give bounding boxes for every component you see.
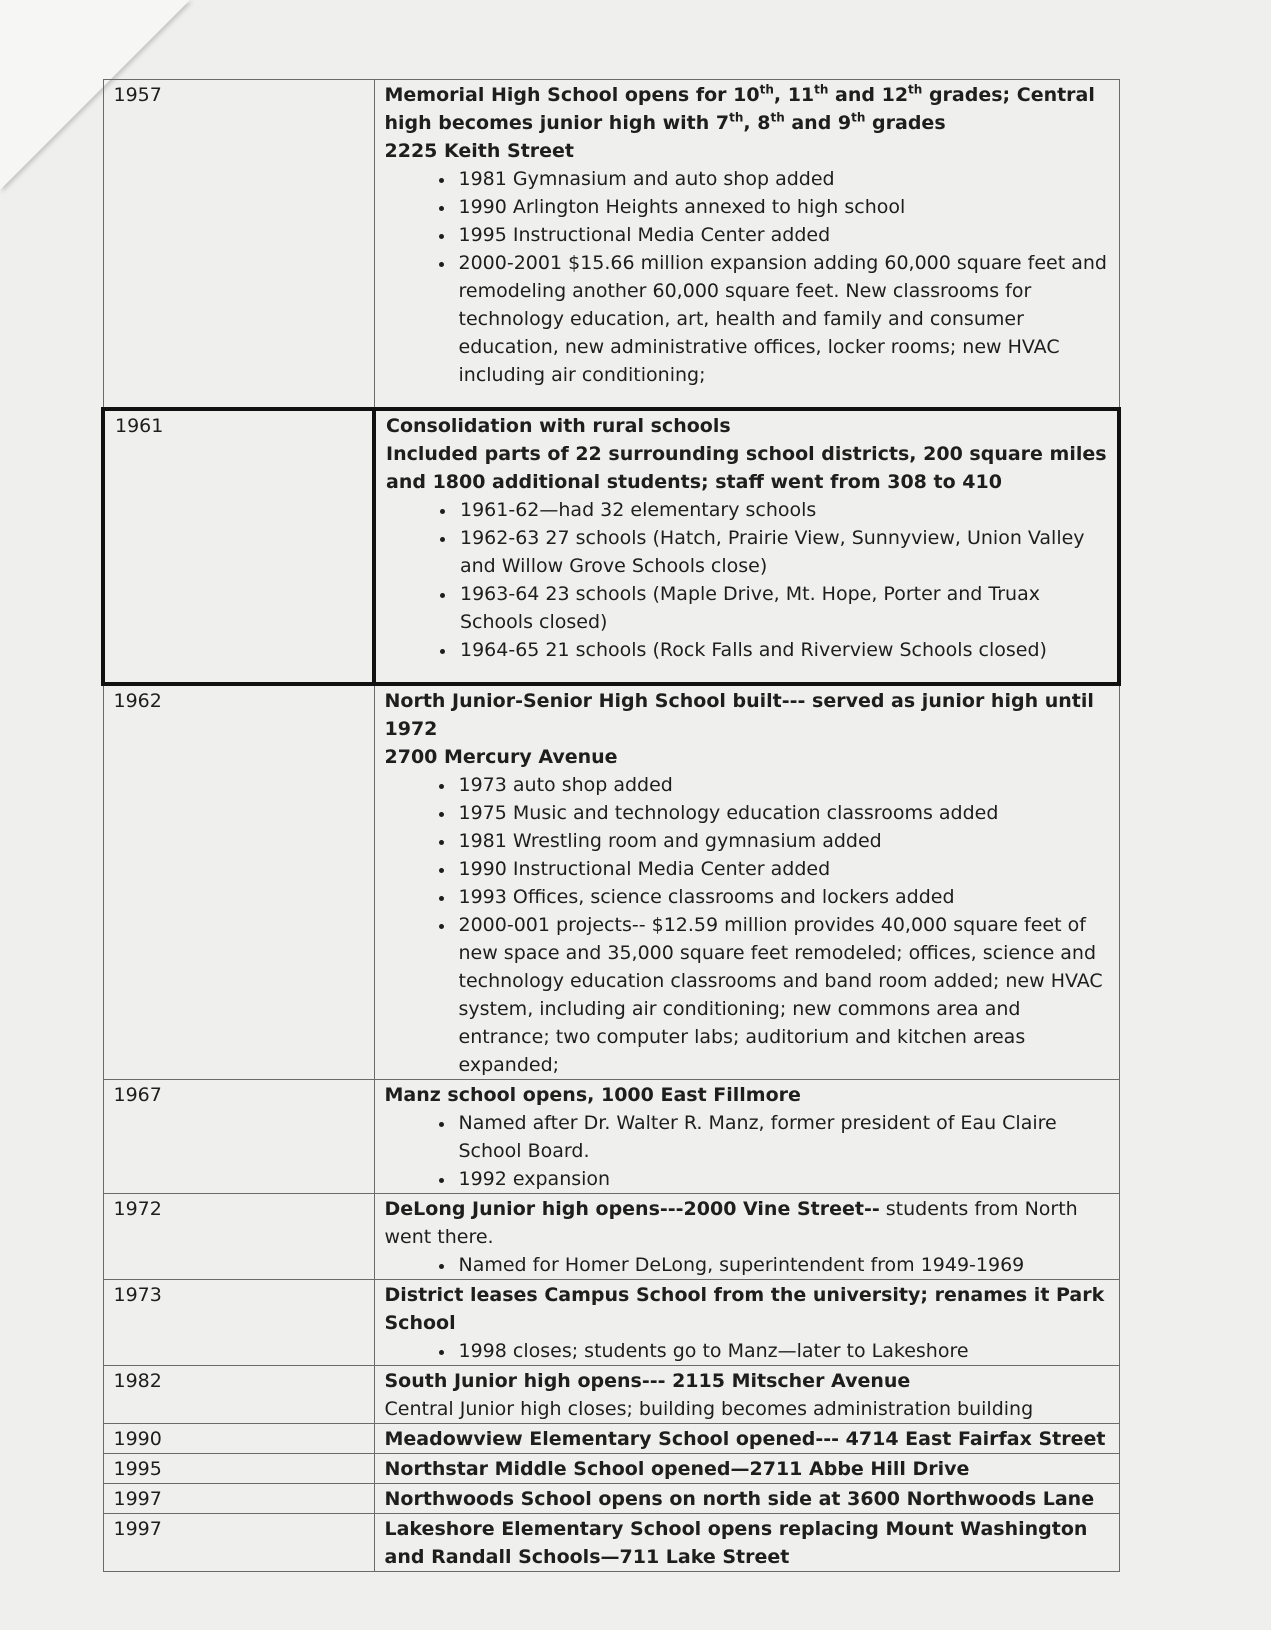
event-address: 2700 Mercury Avenue — [384, 746, 618, 768]
list-item: • 1981 Wrestling room and gymnasium added — [455, 827, 1109, 855]
list-item: • 1995 Instructional Media Center added — [455, 221, 1109, 249]
list-item: • Named after Dr. Walter R. Manz, former president of Eau Claire School Board. — [455, 1109, 1109, 1165]
event-cell — [374, 1454, 1119, 1484]
year-cell: 1997 — [103, 1514, 374, 1572]
list-item: • 1990 Instructional Media Center added — [455, 855, 1109, 883]
event-cell — [374, 684, 1119, 1080]
list-item: • 1964-65 21 schools (Rock Falls and Riverview Schools closed) — [456, 636, 1107, 664]
list-item: • 1992 expansion — [455, 1165, 1109, 1193]
list-item: • 1962-63 27 schools (Hatch, Prairie View, Sunnyview, Union Valley and Willow Grove Schools close) — [456, 524, 1107, 580]
list-item: • 1961-62—had 32 elementary schools — [456, 496, 1107, 524]
event-bullets — [385, 771, 1109, 1079]
list-item: • 1963-64 23 schools (Maple Drive, Mt. Hope, Porter and Truax Schools closed) — [456, 580, 1107, 636]
list-item: • 1993 Offices, science classrooms and lockers added — [455, 883, 1109, 911]
event-cell — [374, 1484, 1119, 1514]
event-note: Central Junior high closes; building becomes administration building — [384, 1398, 1034, 1420]
event-title: Lakeshore Elementary School opens replacing Mount Washington and Randall Schools—711 Lake Street — [384, 1518, 1088, 1568]
year-cell: 1982 — [103, 1366, 374, 1424]
event-title: Manz school opens, 1000 East Fillmore — [384, 1084, 801, 1106]
table-row — [103, 684, 1119, 1080]
event-cell — [374, 1194, 1119, 1280]
year-cell: 1962 — [103, 684, 374, 1080]
event-title: South Junior high opens--- 2115 Mitscher Avenue — [384, 1370, 911, 1392]
table-row — [103, 1484, 1119, 1514]
list-item: • 2000-2001 $15.66 million expansion adding 60,000 square feet and remodeling another 60,000 square feet. New classrooms for technology education, art, health and family and consumer education, new administrative offices, locker rooms; new HVAC including air conditioning; — [455, 249, 1109, 389]
list-item: • Named for Homer DeLong, superintendent from 1949-1969 — [455, 1251, 1109, 1279]
event-bullets — [385, 1337, 1109, 1365]
table-row — [103, 80, 1119, 410]
event-cell — [374, 80, 1119, 410]
year-cell: 1957 — [103, 80, 374, 410]
event-address: 2225 Keith Street — [384, 140, 574, 162]
year-cell: 1967 — [103, 1080, 374, 1194]
event-bullets — [386, 496, 1107, 664]
list-item: • 1998 closes; students go to Manz—later to Lakeshore — [455, 1337, 1109, 1365]
year-cell: 1973 — [103, 1280, 374, 1366]
list-item: • 2000-001 projects-- $12.59 million provides 40,000 square feet of new space and 35,000 square feet remodeled; offices, science and technology education classrooms and band room added; new HVAC system, including air conditioning; new commons area and entrance; two computer labs; auditorium and kitchen areas expanded; — [455, 911, 1109, 1079]
event-title: DeLong Junior high opens---2000 Vine Street-- students from North went there. — [384, 1198, 1078, 1248]
event-cell — [374, 1366, 1119, 1424]
list-item: • 1990 Arlington Heights annexed to high school — [455, 193, 1109, 221]
event-title: Northwoods School opens on north side at 3600 Northwoods Lane — [384, 1488, 1095, 1510]
year-cell: 1995 — [103, 1454, 374, 1484]
list-item: • 1973 auto shop added — [455, 771, 1109, 799]
list-item: • 1975 Music and technology education classrooms added — [455, 799, 1109, 827]
event-title: District leases Campus School from the university; renames it Park School — [384, 1284, 1105, 1334]
event-cell — [374, 1424, 1119, 1454]
school-timeline-table — [101, 79, 1121, 1572]
event-title: North Junior-Senior High School built--- served as junior high until 1972 — [384, 690, 1094, 740]
event-subtitle: Included parts of 22 surrounding school districts, 200 square miles and 1800 additional students; staff went from 308 to 410 — [386, 443, 1107, 493]
event-cell — [374, 1514, 1119, 1572]
year-cell: 1961 — [103, 409, 374, 684]
table-row — [103, 1080, 1119, 1194]
list-item: • 1981 Gymnasium and auto shop added — [455, 165, 1109, 193]
table-row — [103, 1194, 1119, 1280]
event-bullets — [385, 1251, 1109, 1279]
table-row — [103, 1514, 1119, 1572]
event-cell — [374, 1080, 1119, 1194]
year-cell: 1997 — [103, 1484, 374, 1514]
event-bullets — [385, 165, 1109, 389]
year-cell: 1990 — [103, 1424, 374, 1454]
event-bullets — [385, 1109, 1109, 1193]
event-title: Consolidation with rural schools — [386, 415, 731, 437]
event-title: Memorial High School opens for 10th, 11th and 12th grades; Central high becomes junior high with 7th, 8th and 9th grades — [384, 82, 1095, 134]
event-cell — [374, 409, 1119, 684]
event-cell — [374, 1280, 1119, 1366]
table-row — [103, 1366, 1119, 1424]
table-row — [103, 1280, 1119, 1366]
event-title: Northstar Middle School opened—2711 Abbe Hill Drive — [384, 1458, 970, 1480]
table-row-highlighted — [103, 409, 1119, 684]
table-row — [103, 1424, 1119, 1454]
year-cell: 1972 — [103, 1194, 374, 1280]
event-title: Meadowview Elementary School opened--- 4714 East Fairfax Street — [384, 1428, 1106, 1450]
table-row — [103, 1454, 1119, 1484]
